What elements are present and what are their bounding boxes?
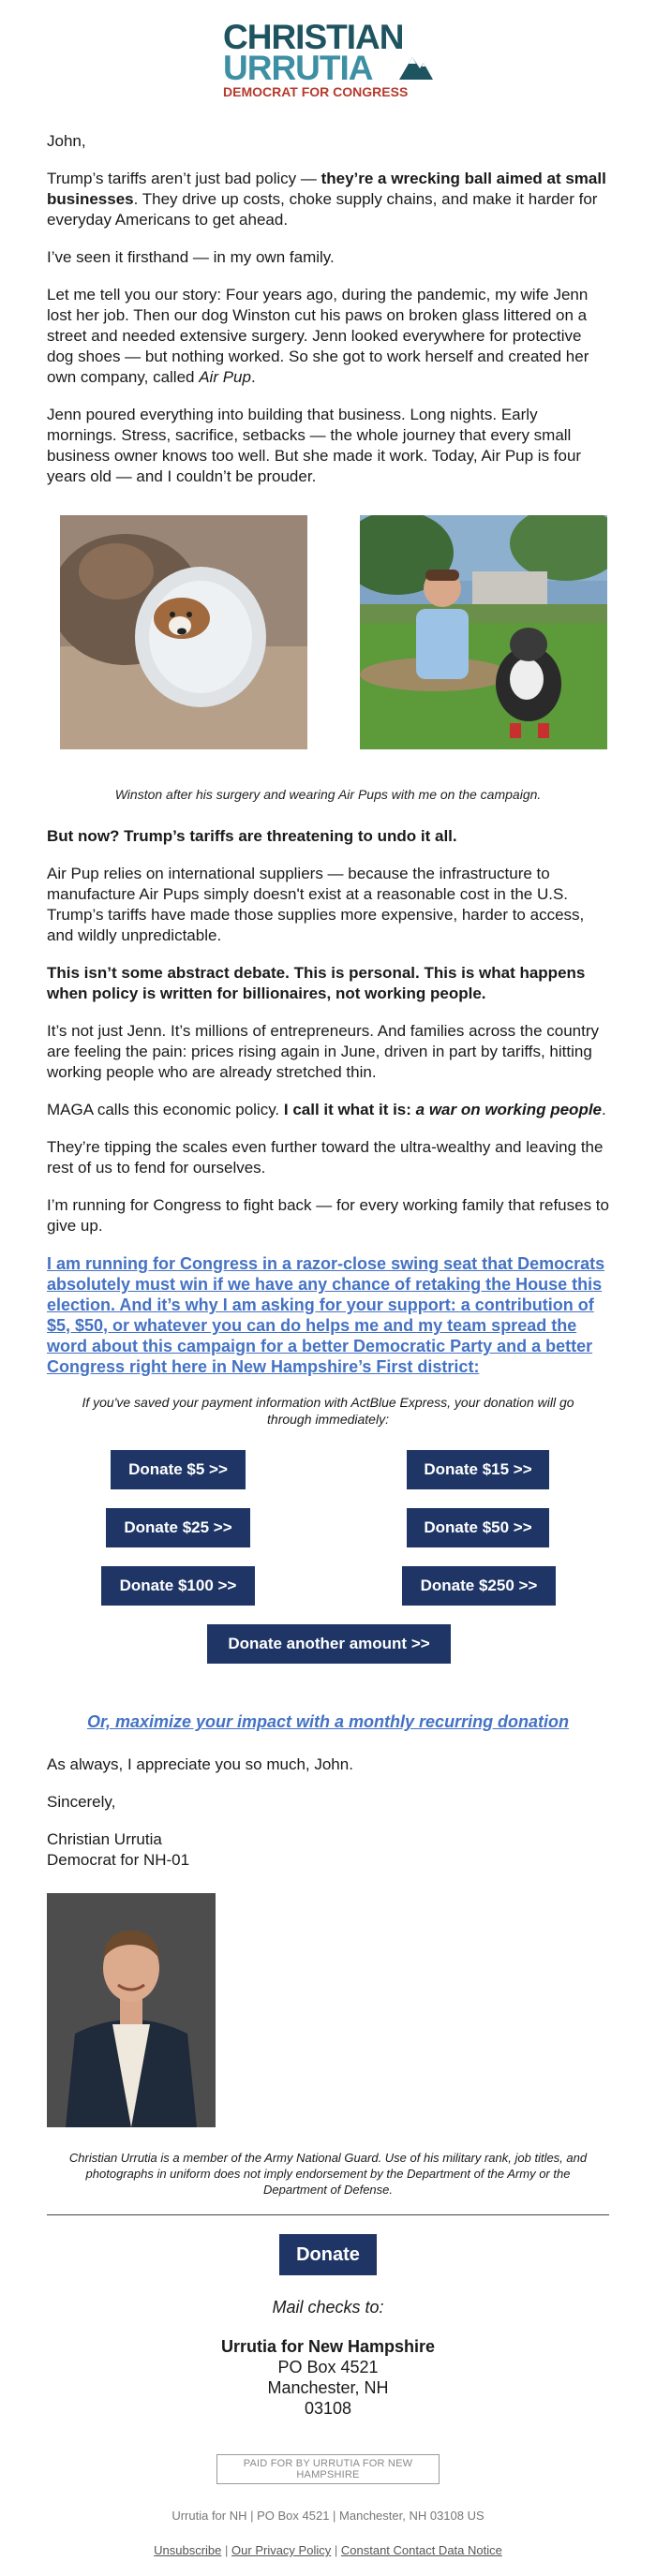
paragraph-scales: They’re tipping the scales even further toward the ultra-wealthy and leaving the rest of us to fend for ourselves.	[47, 1138, 604, 1177]
ask-donation-link[interactable]: I am running for Congress in a razor-close swing seat that Democrats absolutely must win if we have any chance of retaking the House this election. And it’s why I am asking for your support: a contribution of $5, $50, or whatever you can do helps me and my team spread the word about this campaign for a better Democratic Party and a better Congress right here in New Hampshire’s First district:	[47, 1254, 605, 1376]
footer-address: Urrutia for NH | PO Box 4521 | Manchester, NH 03108 US	[171, 2509, 485, 2523]
paragraph-business: Jenn poured everything into building that business. Long nights. Early mornings. Stress, sacrifice, setbacks — the whole journey that every small business owner knows too well. But she made it work. Today, Air Pup is four years old — and I couldn’t be prouder.	[47, 406, 582, 485]
sincerely: Sincerely,	[47, 1793, 116, 1811]
divider	[47, 2214, 609, 2215]
link-separator: |	[334, 2543, 338, 2557]
italic-span: Air Pup	[199, 368, 251, 386]
photo-caption: Winston after his surgery and wearing Air Pups with me on the campaign.	[114, 787, 542, 802]
bottom-spacer	[0, 2557, 656, 2576]
paragraph-undo: But now? Trump’s tariffs are threatening to undo it all.	[47, 827, 457, 845]
unsubscribe-link[interactable]: Unsubscribe	[154, 2543, 222, 2557]
paragraph-maga	[47, 1100, 609, 1120]
actblue-note: If you've saved your payment information with ActBlue Express, your donation will go through immediately:	[82, 1395, 574, 1427]
appreciation-line: As always, I appreciate you so much, John.	[47, 1755, 353, 1773]
mail-checks-title: Mail checks to:	[272, 2298, 384, 2317]
bold-span: they’re a wrecking ball aimed at small businesses	[47, 170, 606, 208]
header	[0, 0, 656, 105]
paragraph-families: It’s not just Jenn. It’s millions of entrepreneurs. And families across the country are feeling the pain: prices rising again in June, driven in part by tariffs, hitting working people who are already stretched thin.	[47, 1022, 599, 1081]
text-span: MAGA calls this economic policy.	[47, 1101, 284, 1118]
address-zip: 03108	[304, 2399, 352, 2418]
bold-italic-span: a war on working people	[415, 1101, 603, 1118]
address-org: Urrutia for New Hampshire	[220, 2337, 436, 2356]
paragraph-tariffs	[47, 169, 609, 230]
text-span: . They drive up costs, choke supply chains, and make it harder for everyday Americans to get ahead.	[47, 190, 598, 229]
paragraph-fight-back: I’m running for Congress to fight back — for every working family that refuses to give up.	[47, 1196, 609, 1235]
bold-span: I call it what it is:	[283, 1101, 416, 1118]
address-street: PO Box 4521	[277, 2358, 379, 2376]
paragraph-suppliers: Air Pup relies on international suppliers — because the infrastructure to manufacture Air Pups simply doesn't exist at a reasonable cost in the U.S. Trump’s tariffs have made those supplies more expensive, harder to access, and wildly unpredictable.	[47, 865, 585, 944]
text-span: Let me tell you our story: Four years ago, during the pandemic, my wife Jenn lost her job. Then our dog Winston cut his paws on broken glass littered on a street and needed extensive surgery. Jenn looked everywhere for protective dog shoes — but nothing worked. So she got to work herself and created her own company, called	[47, 286, 589, 386]
mailing-address	[0, 2336, 656, 2419]
donate-250-button[interactable]: Donate $250 >>	[402, 1566, 556, 1606]
logo-last-name: URRUTIA	[223, 49, 373, 87]
link-separator: |	[225, 2543, 229, 2557]
letter-body-2	[0, 826, 656, 1377]
text-span: .	[602, 1101, 606, 1118]
footer-donate-button[interactable]: Donate	[279, 2234, 377, 2275]
letter-body	[0, 131, 656, 487]
constant-contact-notice-link[interactable]: Constant Contact Data Notice	[340, 2543, 502, 2557]
paragraph-story	[47, 285, 609, 388]
signature-title: Democrat for NH-01	[47, 1851, 190, 1869]
donate-100-button[interactable]: Donate $100 >>	[101, 1566, 255, 1606]
monthly-donation-link[interactable]: Or, maximize your impact with a monthly recurring donation	[86, 1712, 570, 1731]
logo-first-name: CHRISTIAN	[223, 18, 404, 56]
donate-25-button[interactable]: Donate $25 >>	[106, 1508, 250, 1547]
donate-button-grid	[0, 1450, 656, 1699]
logo-tagline: DEMOCRAT FOR CONGRESS	[223, 84, 409, 99]
donate-50-button[interactable]: Donate $50 >>	[407, 1508, 549, 1547]
closing	[0, 1754, 656, 1871]
donate-5-button[interactable]: Donate $5 >>	[111, 1450, 246, 1489]
military-disclaimer: Christian Urrutia is a member of the Army National Guard. Use of his military rank, job titles, and photographs in uniform does not imply endorsement by the Department of the Army or the Department of Defense.	[68, 2151, 588, 2197]
photo-row	[0, 515, 656, 749]
donate-other-amount-button[interactable]: Donate another amount >>	[207, 1624, 451, 1664]
campaign-logo	[216, 10, 440, 99]
privacy-policy-link[interactable]: Our Privacy Policy	[231, 2543, 332, 2557]
text-span: Trump’s tariffs aren’t just bad policy —	[47, 170, 321, 187]
footer-links	[0, 2543, 656, 2557]
paragraph-firsthand: I’ve seen it firsthand — in my own family.	[47, 248, 335, 266]
paid-for-box: PAID FOR BY URRUTIA FOR NEW HAMPSHIRE	[216, 2454, 440, 2484]
address-city: Manchester, NH	[267, 2378, 389, 2397]
candidate-portrait	[47, 1893, 216, 2127]
signature-name: Christian Urrutia	[47, 1830, 162, 1848]
text-span: .	[250, 368, 256, 386]
campaign-dog-photo	[360, 515, 607, 749]
paragraph-personal: This isn’t some abstract debate. This is personal. This is what happens when policy is written for billionaires, not working people.	[47, 964, 586, 1002]
greeting: John,	[47, 132, 86, 150]
mountain-icon	[399, 53, 433, 80]
donate-15-button[interactable]: Donate $15 >>	[407, 1450, 549, 1489]
dog-cone-photo	[60, 515, 307, 749]
